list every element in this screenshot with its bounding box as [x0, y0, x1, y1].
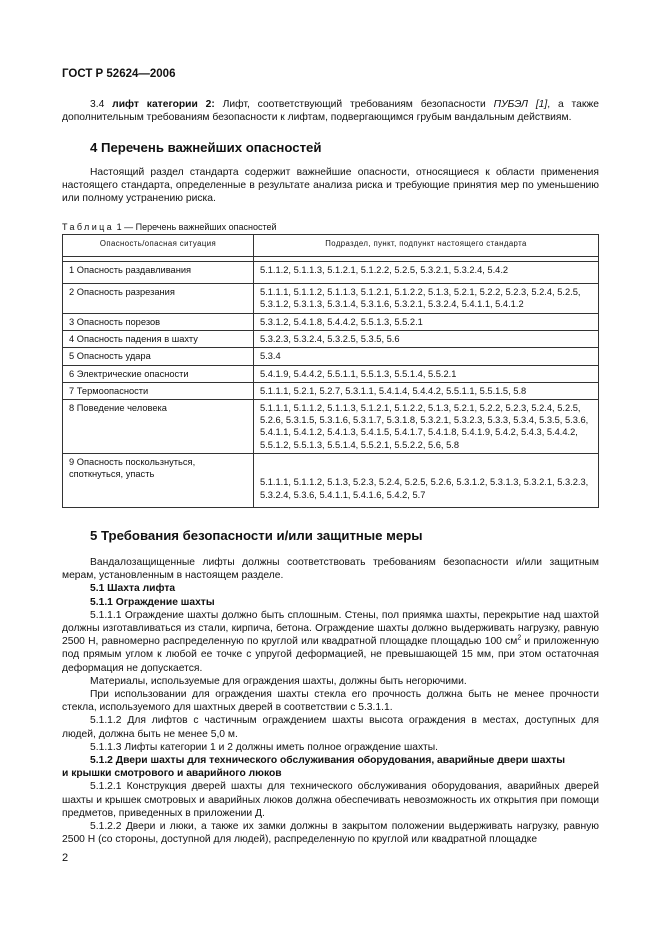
paragraph-glass: При использовании для ограждения шахты стекла его прочность должна быть не менее прочности стекла, используемого для шахтных дверей в соответствии с 5.3.1.1. [62, 689, 599, 714]
refs-cell: 5.1.1.1, 5.1.1.2, 5.1.1.3, 5.1.2.1, 5.1.2.2, 5.1.3, 5.2.1, 5.2.2, 5.2.3, 5.2.4, 5.2.5, 5.2.6, 5.3.1.5, 5.3.1.6, 5.3.1.7, 5.3.1.8, 5.3.2.1, 5.3.2.3, 5.3.3, 5.3.4, 5.3.5, 5.3.6, 5.4.1.1, 5.4.1.2, 5.4.1.3, 5.4.1.5, 5.4.1.7, 5.4.1.8, 5.4.1.9, 5.4.2, 5.4.3, 5.4.4.2, 5.5.1.2, 5.5.1.3, 5.5.1.4, 5.5.2.1, 5.5.2.2, 5.6, 5.8 [254, 400, 599, 454]
table-row [63, 314, 599, 331]
table-row [63, 453, 599, 507]
clause-text-a: Лифт, соответствующий требованиям безопасности [214, 99, 494, 110]
hazard-cell: 3 Опасность порезов [63, 314, 254, 331]
refs-cell: 5.1.1.2, 5.1.1.3, 5.1.2.1, 5.1.2.2, 5.2.5, 5.3.2.1, 5.3.2.4, 5.4.2 [254, 262, 599, 284]
clause-reference: ПУБЭЛ [1] [493, 99, 548, 110]
hazard-cell: 7 Термоопасности [63, 382, 254, 399]
hazard-cell: 1 Опасность раздавливания [63, 262, 254, 284]
column-header-refs: Подраздел, пункт, подпункт настоящего стандарта [254, 235, 599, 257]
paragraph-5-1-1-3: 5.1.1.3 Лифты категории 1 и 2 должны иметь полное ограждение шахты. [90, 741, 438, 753]
paragraph-5-1-1-1-b: и приложенную под прямым углом к любой ее точке с упругой деформацией, не превышающей 15 мм, при этом остаточная деформация не допускается. [62, 636, 599, 674]
section-5-title: 5 Требования безопасности и/или защитные меры [90, 528, 423, 543]
hazard-cell: 8 Поведение человека [63, 400, 254, 454]
table-caption-text: 1 — Перечень важнейших опасностей [116, 222, 277, 232]
table-row [63, 262, 599, 284]
heading-5-1-2-line2: и крышки смотрового и аварийного люков [62, 768, 282, 780]
paragraph-5-1-1-1-a: 5.1.1.1 Ограждение шахты должно быть сплошным. Стены, пол приямка шахты, перекрытие над шахтой должны изготавливаться из стали, кирпича, бетона. Ограждение шахты должно выдерживать нагрузку, равную 2500 Н, равномерно распределенную по круглой или квадратной площадке площадью 100 см [62, 609, 599, 648]
section-4-intro: Настоящий раздел стандарта содержит важнейшие опасности, относящиеся к области применения настоящего стандарта, определенные в результате анализа риска и требующие принятия мер по уменьшению или полному устранению риска. [62, 167, 599, 205]
section-5-intro: Вандалозащищенные лифты должны соответствовать требованиям безопасности и/или защитным мерам, установленным в настоящем разделе. [62, 557, 599, 582]
table-row [63, 284, 599, 314]
hazard-cell: 5 Опасность удара [63, 348, 254, 365]
refs-cell: 5.1.1.1, 5.1.1.2, 5.1.3, 5.2.3, 5.2.4, 5.2.5, 5.2.6, 5.3.1.2, 5.3.1.3, 5.3.2.1, 5.3.2.3, 5.3.2.4, 5.3.6, 5.4.1.1, 5.4.1.6, 5.4.2, 5.7 [254, 453, 599, 507]
refs-cell: 5.1.1.1, 5.2.1, 5.2.7, 5.3.1.1, 5.4.1.4, 5.4.4.2, 5.5.1.1, 5.5.1.5, 5.8 [254, 382, 599, 399]
superscript: 2 [517, 634, 522, 642]
hazards-table [62, 234, 599, 508]
clause-text-b: , а также дополнительным требованиям безопасности к лифтам, подвергающимся грубым вандальным действиям. [62, 99, 599, 124]
refs-cell: 5.3.1.2, 5.4.1.8, 5.4.4.2, 5.5.1.3, 5.5.2.1 [254, 314, 599, 331]
table-row [63, 400, 599, 454]
table-caption-label: Таблица [62, 222, 115, 232]
hazard-cell: 9 Опасность поскользнуться, споткнуться, упасть [63, 453, 254, 507]
clause-number: 3.4 [90, 99, 105, 110]
document-header: ГОСТ Р 52624—2006 [62, 68, 176, 80]
heading-5-1-1: 5.1.1 Ограждение шахты [90, 596, 215, 608]
table-row [63, 365, 599, 382]
section-4-title: 4 Перечень важнейших опасностей [90, 140, 322, 155]
paragraph-5-1-1-1 [62, 609, 599, 675]
paragraph-5-1-2-2: 5.1.2.2 Двери и люки, а также их замки должны в закрытом положении выдерживать нагрузку, равную 2500 Н (со стороны, доступной для людей), распределенную по круглой или квадратной площадке [62, 821, 599, 846]
table-header-row [63, 235, 599, 257]
column-header-hazard: Опасность/опасная ситуация [63, 235, 254, 257]
paragraph-5-1-2-1: 5.1.2.1 Конструкция дверей шахты для технического обслуживания оборудования, аварийных дверей шахты и крышек смотровых и аварийных люков должна обеспечивать невозможность их открытия при помощи предметов, приведенных в приложении Д. [62, 781, 599, 819]
hazard-cell: 6 Электрические опасности [63, 365, 254, 382]
table-row [63, 348, 599, 365]
heading-5-1-2-line1: 5.1.2 Двери шахты для технического обслуживания оборудования, аварийные двери шахты [90, 755, 566, 767]
page-number: 2 [62, 852, 69, 864]
section-5-body [62, 556, 599, 846]
hazard-cell: 2 Опасность разрезания [63, 284, 254, 314]
heading-5-1: 5.1 Шахта лифта [90, 583, 176, 595]
table-row [63, 382, 599, 399]
clause-3-4 [62, 98, 599, 124]
refs-cell: 5.4.1.9, 5.4.4.2, 5.5.1.1, 5.5.1.3, 5.5.1.4, 5.5.2.1 [254, 365, 599, 382]
table-row [63, 331, 599, 348]
refs-cell: 5.1.1.1, 5.1.1.2, 5.1.1.3, 5.1.2.1, 5.1.2.2, 5.1.3, 5.2.1, 5.2.2, 5.2.3, 5.2.4, 5.2.5, 5.3.1.2, 5.3.1.3, 5.3.1.4, 5.3.1.6, 5.3.2.1, 5.3.2.4, 5.4.1.1, 5.4.1.2 [254, 284, 599, 314]
table-caption [62, 222, 277, 232]
clause-term: лифт категории 2: [112, 99, 215, 110]
refs-cell: 5.3.4 [254, 348, 599, 365]
paragraph-materials: Материалы, используемые для ограждения шахты, должны быть негорючими. [90, 675, 467, 687]
refs-cell: 5.3.2.3, 5.3.2.4, 5.3.2.5, 5.3.5, 5.6 [254, 331, 599, 348]
paragraph-5-1-1-2: 5.1.1.2 Для лифтов с частичным ограждением шахты высота ограждения в местах, доступных для людей, должна быть не менее 5,0 м. [62, 715, 599, 740]
hazard-cell: 4 Опасность падения в шахту [63, 331, 254, 348]
